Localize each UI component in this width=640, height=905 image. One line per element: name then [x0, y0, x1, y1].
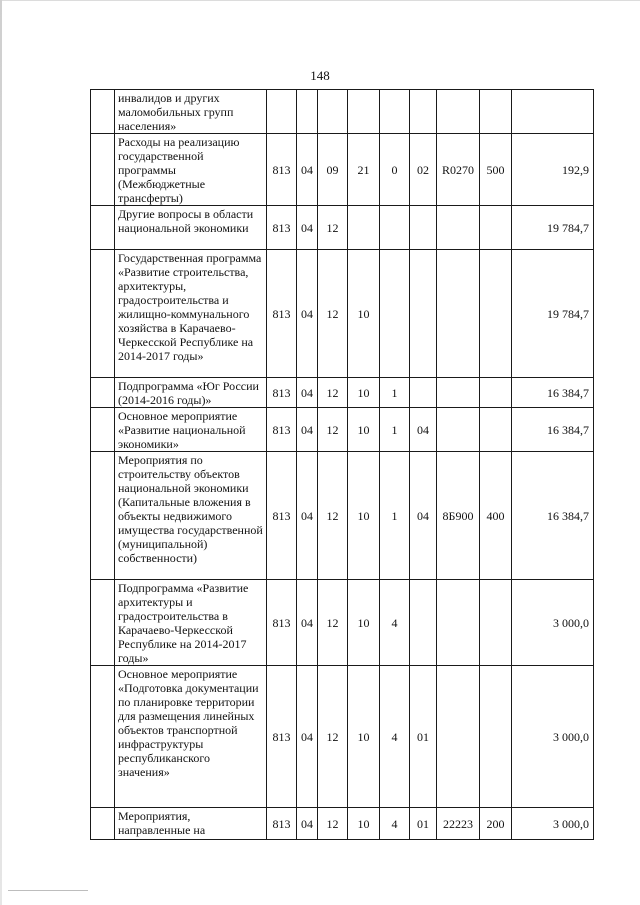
row-subprogram [380, 250, 410, 378]
row-name: Подпрограмма «Развитие архитектуры и градостроительства в Карачаево-Черкесской Республике на 2014-2017 годы» [115, 580, 267, 666]
row-subprogram: 1 [380, 408, 410, 452]
row-subsection: 12 [318, 808, 348, 840]
blank-cell [91, 90, 115, 134]
row-sum: 192,9 [512, 134, 594, 206]
row-subsection: 12 [318, 206, 348, 250]
row-section [297, 90, 318, 134]
row-sum: 16 384,7 [512, 452, 594, 580]
row-expense-type [480, 90, 512, 134]
table-row [91, 580, 594, 666]
row-sum [512, 90, 594, 134]
row-direction: 8Б900 [437, 452, 480, 580]
table-row [91, 378, 594, 408]
table-row [91, 206, 594, 250]
row-main-activity [410, 90, 437, 134]
row-expense-type [480, 408, 512, 452]
row-subprogram: 4 [380, 808, 410, 840]
scan-edge-top [0, 0, 640, 1]
blank-cell [91, 378, 115, 408]
row-subprogram: 4 [380, 666, 410, 808]
row-ministry [267, 90, 297, 134]
row-section: 04 [297, 134, 318, 206]
row-program [348, 90, 380, 134]
row-direction [437, 666, 480, 808]
row-expense-type: 200 [480, 808, 512, 840]
table-row [91, 666, 594, 808]
table-row [91, 452, 594, 580]
blank-cell [91, 134, 115, 206]
row-direction [437, 90, 480, 134]
table-row [91, 90, 594, 134]
row-section: 04 [297, 408, 318, 452]
row-sum: 3 000,0 [512, 808, 594, 840]
row-sum: 3 000,0 [512, 666, 594, 808]
row-expense-type [480, 250, 512, 378]
row-section: 04 [297, 452, 318, 580]
row-name: Расходы на реализацию государственной программы (Межбюджетные трансферты) [115, 134, 267, 206]
row-ministry: 813 [267, 134, 297, 206]
row-main-activity: 04 [410, 452, 437, 580]
row-direction [437, 206, 480, 250]
row-subprogram: 4 [380, 580, 410, 666]
row-subsection [318, 90, 348, 134]
row-name: Мероприятия по строительству объектов национальной экономики (Капитальные вложения в объекты недвижимого имущества государственной (муниципальной) собственности) [115, 452, 267, 580]
row-subprogram [380, 90, 410, 134]
row-program: 10 [348, 250, 380, 378]
row-expense-type [480, 378, 512, 408]
row-expense-type [480, 666, 512, 808]
blank-cell [91, 666, 115, 808]
row-direction [437, 378, 480, 408]
row-direction [437, 250, 480, 378]
row-expense-type: 500 [480, 134, 512, 206]
row-subsection: 09 [318, 134, 348, 206]
row-sum: 19 784,7 [512, 206, 594, 250]
row-sum: 16 384,7 [512, 378, 594, 408]
row-ministry: 813 [267, 206, 297, 250]
row-subsection: 12 [318, 408, 348, 452]
row-section: 04 [297, 378, 318, 408]
row-subsection: 12 [318, 250, 348, 378]
row-name: Подпрограмма «Юг России (2014-2016 годы)» [115, 378, 267, 408]
row-direction [437, 580, 480, 666]
row-expense-type [480, 206, 512, 250]
row-program: 10 [348, 408, 380, 452]
row-sum: 19 784,7 [512, 250, 594, 378]
row-subprogram: 1 [380, 378, 410, 408]
row-name: Государственная программа «Развитие строительства, архитектуры, градостроительства и жилищно-коммунального хозяйства в Карачаево-Черкесской Республике на 2014-2017 годы» [115, 250, 267, 378]
page-number: 148 [310, 68, 330, 83]
row-subprogram [380, 206, 410, 250]
row-name: Основное мероприятие «Подготовка документации по планировке территории для размещения линейных объектов транспортной инфраструктуры республиканского значения» [115, 666, 267, 808]
row-ministry: 813 [267, 666, 297, 808]
blank-cell [91, 580, 115, 666]
row-expense-type: 400 [480, 452, 512, 580]
row-program: 10 [348, 580, 380, 666]
row-program: 21 [348, 134, 380, 206]
row-name: Основное мероприятие «Развитие национальной экономики» [115, 408, 267, 452]
scan-artifact-line [8, 890, 88, 893]
row-main-activity [410, 206, 437, 250]
row-ministry: 813 [267, 408, 297, 452]
table-row [91, 808, 594, 840]
row-main-activity [410, 580, 437, 666]
table-row [91, 134, 594, 206]
row-name: Другие вопросы в области национальной экономики [115, 206, 267, 250]
row-name: инвалидов и других маломобильных групп населения» [115, 90, 267, 134]
blank-cell [91, 452, 115, 580]
row-program: 10 [348, 452, 380, 580]
scan-edge-left [0, 0, 2, 905]
row-program: 10 [348, 378, 380, 408]
table-row [91, 250, 594, 378]
row-ministry: 813 [267, 452, 297, 580]
row-subsection: 12 [318, 580, 348, 666]
row-sum: 16 384,7 [512, 408, 594, 452]
row-ministry: 813 [267, 580, 297, 666]
blank-cell [91, 808, 115, 840]
row-subsection: 12 [318, 666, 348, 808]
row-section: 04 [297, 250, 318, 378]
row-subprogram: 0 [380, 134, 410, 206]
row-main-activity: 01 [410, 808, 437, 840]
row-section: 04 [297, 808, 318, 840]
row-subsection: 12 [318, 452, 348, 580]
row-subprogram: 1 [380, 452, 410, 580]
row-expense-type [480, 580, 512, 666]
row-direction [437, 408, 480, 452]
blank-cell [91, 408, 115, 452]
row-program: 10 [348, 666, 380, 808]
row-main-activity: 01 [410, 666, 437, 808]
row-main-activity: 02 [410, 134, 437, 206]
row-ministry: 813 [267, 250, 297, 378]
row-main-activity: 04 [410, 408, 437, 452]
row-program: 10 [348, 808, 380, 840]
row-direction: 22223 [437, 808, 480, 840]
table-row [91, 408, 594, 452]
row-name: Мероприятия, направленные на [115, 808, 267, 840]
row-direction: R0270 [437, 134, 480, 206]
row-program [348, 206, 380, 250]
row-section: 04 [297, 666, 318, 808]
row-section: 04 [297, 206, 318, 250]
row-ministry: 813 [267, 378, 297, 408]
row-sum: 3 000,0 [512, 580, 594, 666]
row-section: 04 [297, 580, 318, 666]
row-ministry: 813 [267, 808, 297, 840]
row-subsection: 12 [318, 378, 348, 408]
blank-cell [91, 206, 115, 250]
row-main-activity [410, 250, 437, 378]
budget-table [90, 89, 594, 840]
row-main-activity [410, 378, 437, 408]
blank-cell [91, 250, 115, 378]
